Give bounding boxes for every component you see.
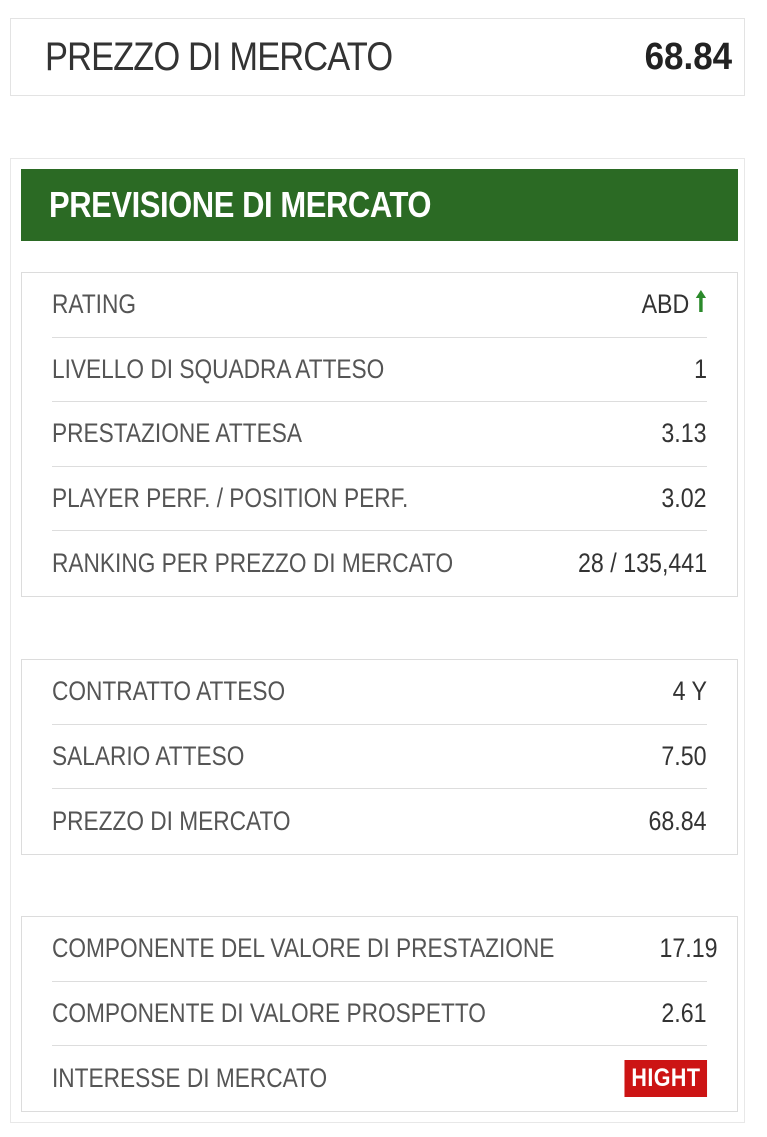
table-row [52, 273, 707, 338]
forecast-section-contract [21, 659, 738, 855]
team-level-value: 1 [694, 353, 707, 384]
expected-salary-value: 7.50 [661, 740, 707, 771]
table-row [52, 789, 707, 854]
expected-contract-value: 4 Y [672, 676, 707, 707]
forecast-header [21, 169, 738, 241]
market-interest-badge: HIGHT [624, 1060, 707, 1097]
forecast-section-components [21, 916, 738, 1112]
expected-contract-label: CONTRATTO ATTESO [52, 676, 286, 707]
market-price-row-value: 68.84 [648, 805, 707, 836]
table-row [52, 402, 707, 467]
prospect-component-label: COMPONENTE DI VALORE PROSPETTO [52, 997, 486, 1028]
market-forecast-panel [10, 158, 745, 1123]
player-position-perf-label: PLAYER PERF. / POSITION PERF. [52, 482, 409, 513]
table-row [52, 338, 707, 403]
market-interest-value [624, 1060, 707, 1097]
market-price-label: PREZZO DI MERCATO [45, 34, 393, 79]
table-row [52, 982, 707, 1047]
player-position-perf-value: 3.02 [661, 482, 707, 513]
team-level-label: LIVELLO DI SQUADRA ATTESO [52, 353, 385, 384]
table-row [52, 917, 718, 982]
table-row [52, 1046, 707, 1111]
arrow-up-icon [695, 288, 707, 321]
ranking-value: 28 / 135,441 [577, 547, 707, 578]
forecast-section-rating [21, 272, 738, 597]
expected-performance-value: 3.13 [661, 418, 707, 449]
table-row [52, 725, 707, 790]
arrow-up-icon-svg [695, 288, 707, 314]
table-row [52, 660, 707, 725]
market-price-box [10, 18, 745, 96]
rating-value [642, 288, 707, 321]
performance-component-label: COMPONENTE DEL VALORE DI PRESTAZIONE [52, 933, 555, 964]
rating-label: RATING [52, 289, 136, 320]
rating-value-text: ABD [642, 289, 690, 320]
table-row [52, 531, 707, 596]
market-price-value: 68.84 [644, 35, 732, 78]
table-row [52, 467, 707, 532]
ranking-label: RANKING PER PREZZO DI MERCATO [52, 547, 454, 578]
forecast-title: PREVISIONE DI MERCATO [49, 184, 432, 225]
performance-component-value: 17.19 [659, 933, 718, 964]
market-interest-label: INTERESSE DI MERCATO [52, 1062, 328, 1093]
market-price-row-label: PREZZO DI MERCATO [52, 805, 291, 836]
expected-performance-label: PRESTAZIONE ATTESA [52, 418, 302, 449]
prospect-component-value: 2.61 [661, 997, 707, 1028]
expected-salary-label: SALARIO ATTESO [52, 740, 245, 771]
